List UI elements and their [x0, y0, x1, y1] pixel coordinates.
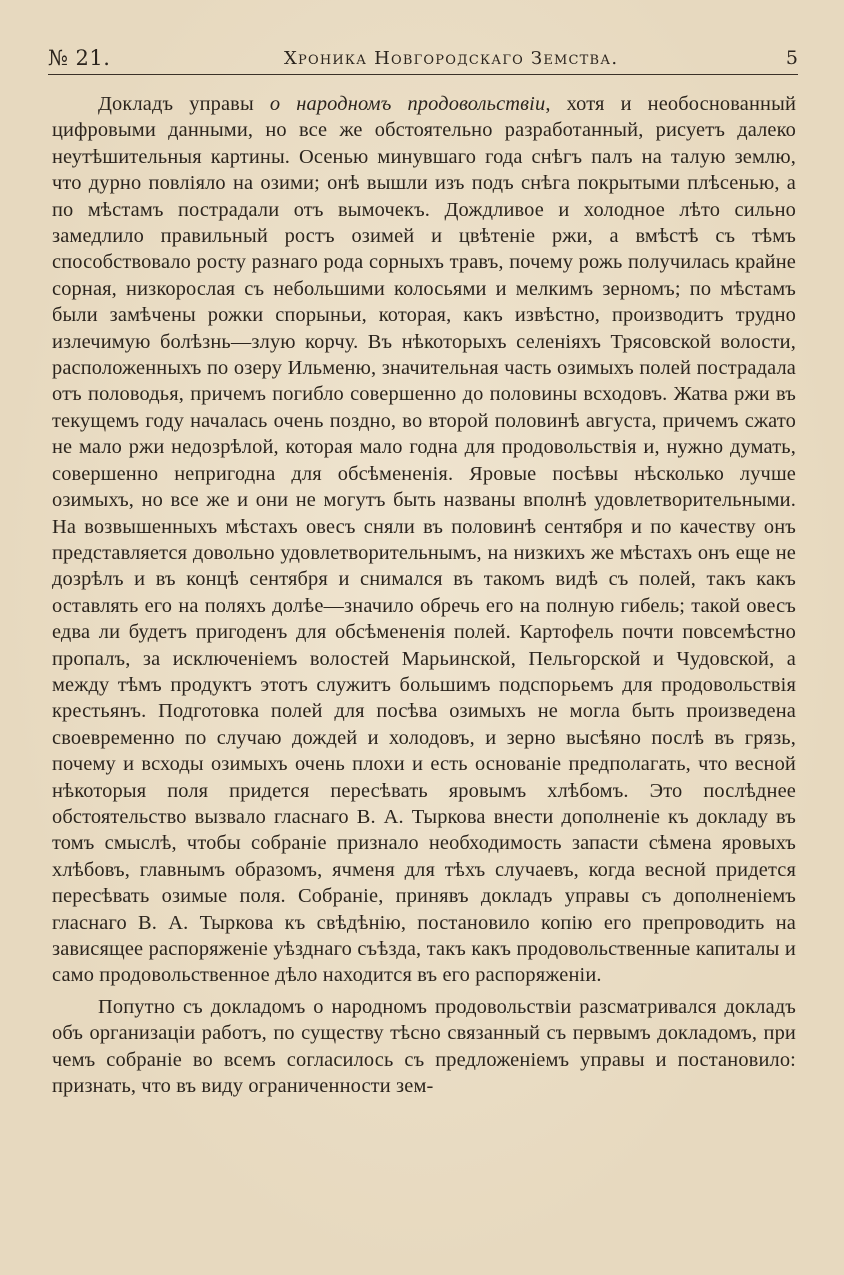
article-body [52, 91, 796, 1099]
paragraph-lead: Докладъ управы [98, 93, 270, 115]
page-number: 5 [785, 47, 798, 69]
header-rule [48, 74, 798, 75]
report-topic: о народномъ продовольствіи [269, 93, 546, 115]
paragraph-works: Попутно съ докладомъ о народномъ продовольствіи разсматривался докладъ объ организаціи работъ, по существу тѣсно связанный съ первымъ докладомъ, при чемъ собраніе во всемъ согласилось съ предложеніемъ управы и постановило: признать, что въ виду ограниченности зем- [52, 995, 796, 1098]
issue-number: № 21. [48, 46, 111, 70]
paragraph-text: , хотя и необоснованный цифровыми данными, но все же обстоятельно разработанный, рисуетъ далеко неутѣшительныя картины. Осенью минувшаго года снѣгъ палъ на талую землю, что дурно повліяло на озими; онѣ вышли изъ подъ снѣга покрытыми плѣсенью, а по мѣстамъ пострадали отъ вымочекъ. Дождливое и холодное лѣто сильно замедлило правильный ростъ озимей и цвѣтеніе ржи, а вмѣстѣ съ тѣмъ способствовало росту разнаго рода сорныхъ травъ, почему рожь получилась крайне сорная, низкорослая съ небольшими колосьями и мелкимъ зерномъ; по мѣстамъ были замѣчены рожки спорыньи, которая, какъ извѣстно, производитъ трудно излечимую болѣзнь—злую корчу. Въ нѣкоторыхъ селеніяхъ Трясовской волости, расположенныхъ по озеру Ильменю, значительная часть озимыхъ полей пострадала отъ половодья, причемъ погибло совершенно до половины всходовъ. Жатва ржи въ текущемъ году началась очень поздно, во второй половинѣ августа, причемъ сжато не мало ржи недозрѣлой, которая мало годна для продовольствія и, нужно думать, совершенно непригодна для обсѣмененія. Яровые посѣвы нѣсколько лучше озимыхъ, но все же и они не могутъ быть названы вполнѣ удовлетворительными. На возвышенныхъ мѣстахъ овесъ сняли въ половинѣ сентября и по качеству онъ представляется довольно удовлетворительнымъ, на низкихъ же мѣстахъ онъ еще не дозрѣлъ и въ концѣ сентября и снимался въ такомъ видѣ съ полей, такъ какъ оставлять его на поляхъ долѣе—значило обречь его на полную гибель; такой овесъ едва ли будетъ пригоденъ для обсѣмененія полей. Картофель почти повсемѣстно пропалъ, за исключеніемъ волостей Марьинской, Пельгорской и Чудовской, а между тѣмъ продуктъ этотъ служитъ большимъ подспорьемъ для продовольствія крестьянъ. Подготовка полей для посѣва озимыхъ не могла быть произведена своевременно по случаю дождей и холодовъ, и зерно высѣяно послѣ въ грязь, почему и всходы озимыхъ очень плохи и есть основаніе предполагать, что весной нѣкоторыя поля придется пересѣвать яровымъ хлѣбомъ. Это послѣднее обстоятельство вызвало гласнаго В. А. Тыркова внести дополненіе къ докладу въ томъ смыслѣ, чтобы собраніе признало необходимость запасти сѣмена яровыхъ хлѣбовъ, главнымъ образомъ, ячменя для тѣхъ случаевъ, когда весной придется пересѣвать озимые поля. Собраніе, принявъ докладъ управы съ дополненіемъ гласнаго В. А. Тыркова къ свѣдѣнію, постановило копію его препроводить на зависящее распоряженіе уѣзднаго съѣзда, такъ какъ продовольственные капиталы и само продовольственное дѣло находится въ его распоряженіи. [52, 93, 797, 987]
paragraph-report [52, 91, 796, 989]
page-header [48, 46, 798, 74]
running-title: Хроника Новгородскаго Земства. [284, 48, 619, 69]
